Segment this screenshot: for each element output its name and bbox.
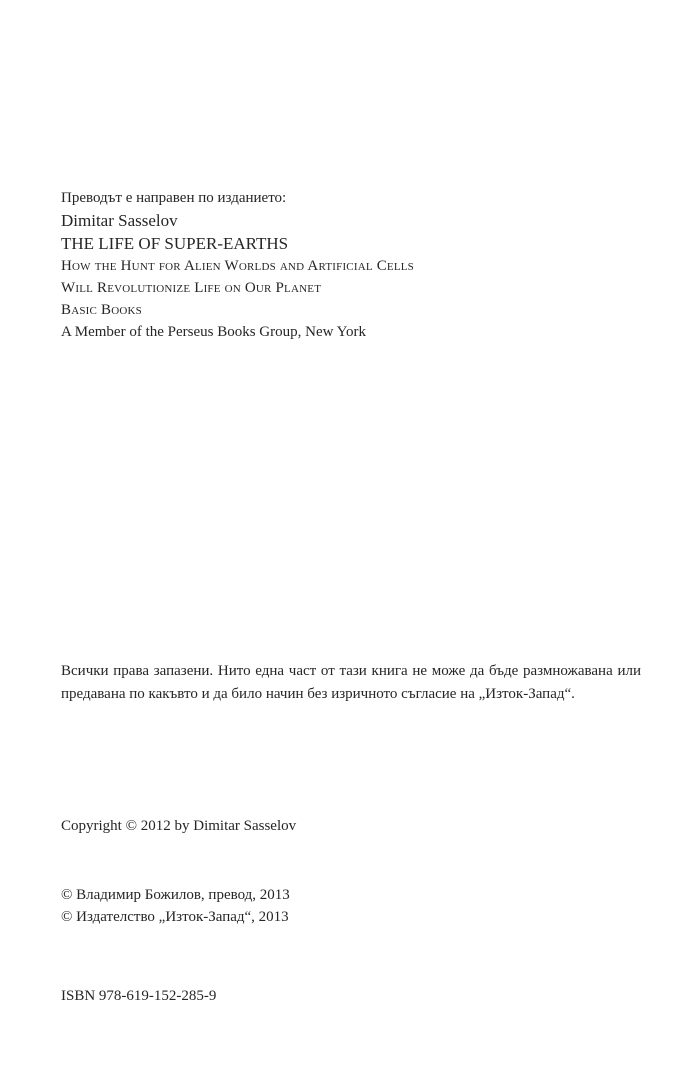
original-edition-info bbox=[61, 187, 641, 343]
original-subtitle-line-1: How the Hunt for Alien Worlds and Artificial Cells bbox=[61, 258, 414, 274]
original-subtitle-line-2: Will Revolutionize Life on Our Planet bbox=[61, 280, 322, 296]
original-copyright: Copyright © 2012 by Dimitar Sasselov bbox=[61, 818, 297, 834]
original-publisher: Basic Books bbox=[61, 302, 142, 318]
edition-credits bbox=[61, 884, 641, 928]
isbn-section bbox=[61, 985, 641, 1007]
publisher-copyright: © Издателство „Изток-Запад“, 2013 bbox=[61, 909, 289, 925]
isbn: ISBN 978-619-152-285-9 bbox=[61, 988, 217, 1004]
rights-notice-text: Всички права запазени. Нито една част от тази книга не може да бъде размножавана или предавана по какъвто и да било начин без изричното съгласие на „Изток-Запад“. bbox=[61, 663, 641, 702]
original-publisher-group: A Member of the Perseus Books Group, New York bbox=[61, 324, 366, 340]
copyright-section bbox=[61, 815, 641, 837]
translation-copyright: © Владимир Божилов, превод, 2013 bbox=[61, 887, 290, 903]
original-author: Dimitar Sasselov bbox=[61, 211, 178, 230]
translation-source-intro: Преводът е направен по изданието: bbox=[61, 190, 287, 206]
rights-notice bbox=[61, 660, 641, 706]
original-title: THE LIFE OF SUPER-EARTHS bbox=[61, 234, 289, 253]
